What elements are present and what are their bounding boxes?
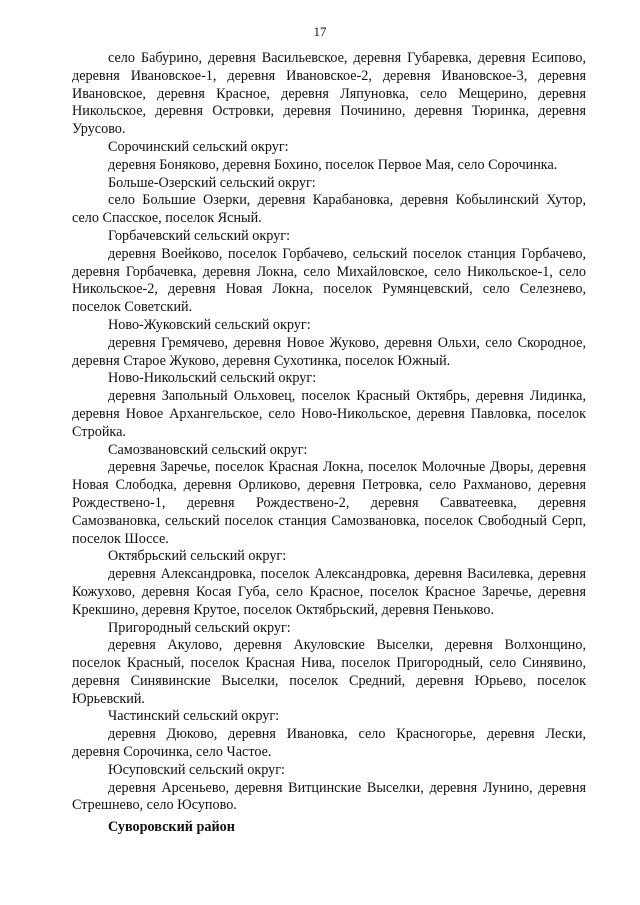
district-subheading: Ново-Жуковский сельский округ:	[108, 316, 311, 333]
settlement-list: деревня Арсеньево, деревня Витцинские Выселки, деревня Лунино, деревня Стрешнево, село Юсупово.	[72, 779, 586, 814]
settlement-list: село Бабурино, деревня Васильевское, деревня Губаревка, деревня Есипово, деревня Ивановское-1, деревня Ивановское-2, деревня Ивановское-3, деревня Ивановское, деревня Красное, деревня Ляпуновка, село Мещерино, деревня Никольское, деревня Островки, деревня Починино, деревня Тюринка, деревня Урусово.	[72, 50, 586, 138]
district-subheading: Ново-Никольский сельский округ:	[108, 370, 317, 387]
document-body	[72, 50, 586, 815]
district-subheading: Пригородный сельский округ:	[108, 619, 291, 636]
page-number: 17	[313, 24, 327, 39]
district-subheading: Юсуповский сельский округ:	[108, 761, 285, 778]
district-subheading: Горбачевский сельский округ:	[108, 227, 291, 244]
district-subheading: Октябрьский сельский округ:	[108, 548, 287, 565]
district-subheading: Больше-Озерский сельский округ:	[108, 174, 316, 191]
district-subheading: Сорочинский сельский округ:	[108, 138, 289, 155]
settlement-list: деревня Заречье, поселок Красная Локна, поселок Молочные Дворы, деревня Новая Слободка, деревня Орликово, деревня Петровка, село Рахманово, деревня Рождествено-1, деревня Рождествено-2, деревня Савватеевка, деревня Самозвановка, сельский поселок станция Самозвановка, поселок Свободный Серп, поселок Шоссе.	[72, 459, 586, 547]
district-subheading: Частинский сельский округ:	[108, 708, 280, 725]
settlement-list: деревня Боняково, деревня Бохино, поселок Первое Мая, село Сорочинка.	[108, 156, 558, 173]
settlement-list: деревня Дюково, деревня Ивановка, село Красногорье, деревня Лески, деревня Сорочинка, село Частое.	[72, 726, 586, 761]
settlement-list: деревня Запольный Ольховец, поселок Красный Октябрь, деревня Лидинка, деревня Новое Архангельское, село Ново-Никольское, деревня Павловка, поселок Стройка.	[72, 388, 586, 440]
settlement-list: деревня Гремячево, деревня Новое Жуково, деревня Ольхи, село Скородное, деревня Старое Жуково, деревня Сухотинка, поселок Южный.	[72, 334, 586, 369]
district-heading: Суворовский район	[108, 819, 235, 835]
settlement-list: деревня Акулово, деревня Акуловские Выселки, деревня Волхонщино, поселок Красный, поселок Красная Нива, поселок Пригородный, село Синявино, деревня Синявинские Выселки, поселок Средний, деревня Юрьево, поселок Юрьевский.	[72, 637, 586, 707]
settlement-list: деревня Воейково, поселок Горбачево, сельский поселок станция Горбачево, деревня Горбачевка, деревня Локна, село Михайловское, село Никольское-1, село Никольское-2, деревня Новая Локна, поселок Румянцевский, село Селезнево, поселок Советский.	[72, 245, 586, 316]
settlement-list: деревня Александровка, поселок Александровка, деревня Василевка, деревня Кожухово, деревня Косая Губа, село Красное, поселок Красное Заречье, деревня Крекшино, деревня Крутое, поселок Октябрьский, деревня Пеньково.	[72, 566, 586, 618]
settlement-list: село Большие Озерки, деревня Карабановка, деревня Кобылинский Хутор, село Спасское, поселок Ясный.	[72, 192, 586, 227]
district-subheading: Самозвановский сельский округ:	[108, 441, 308, 458]
